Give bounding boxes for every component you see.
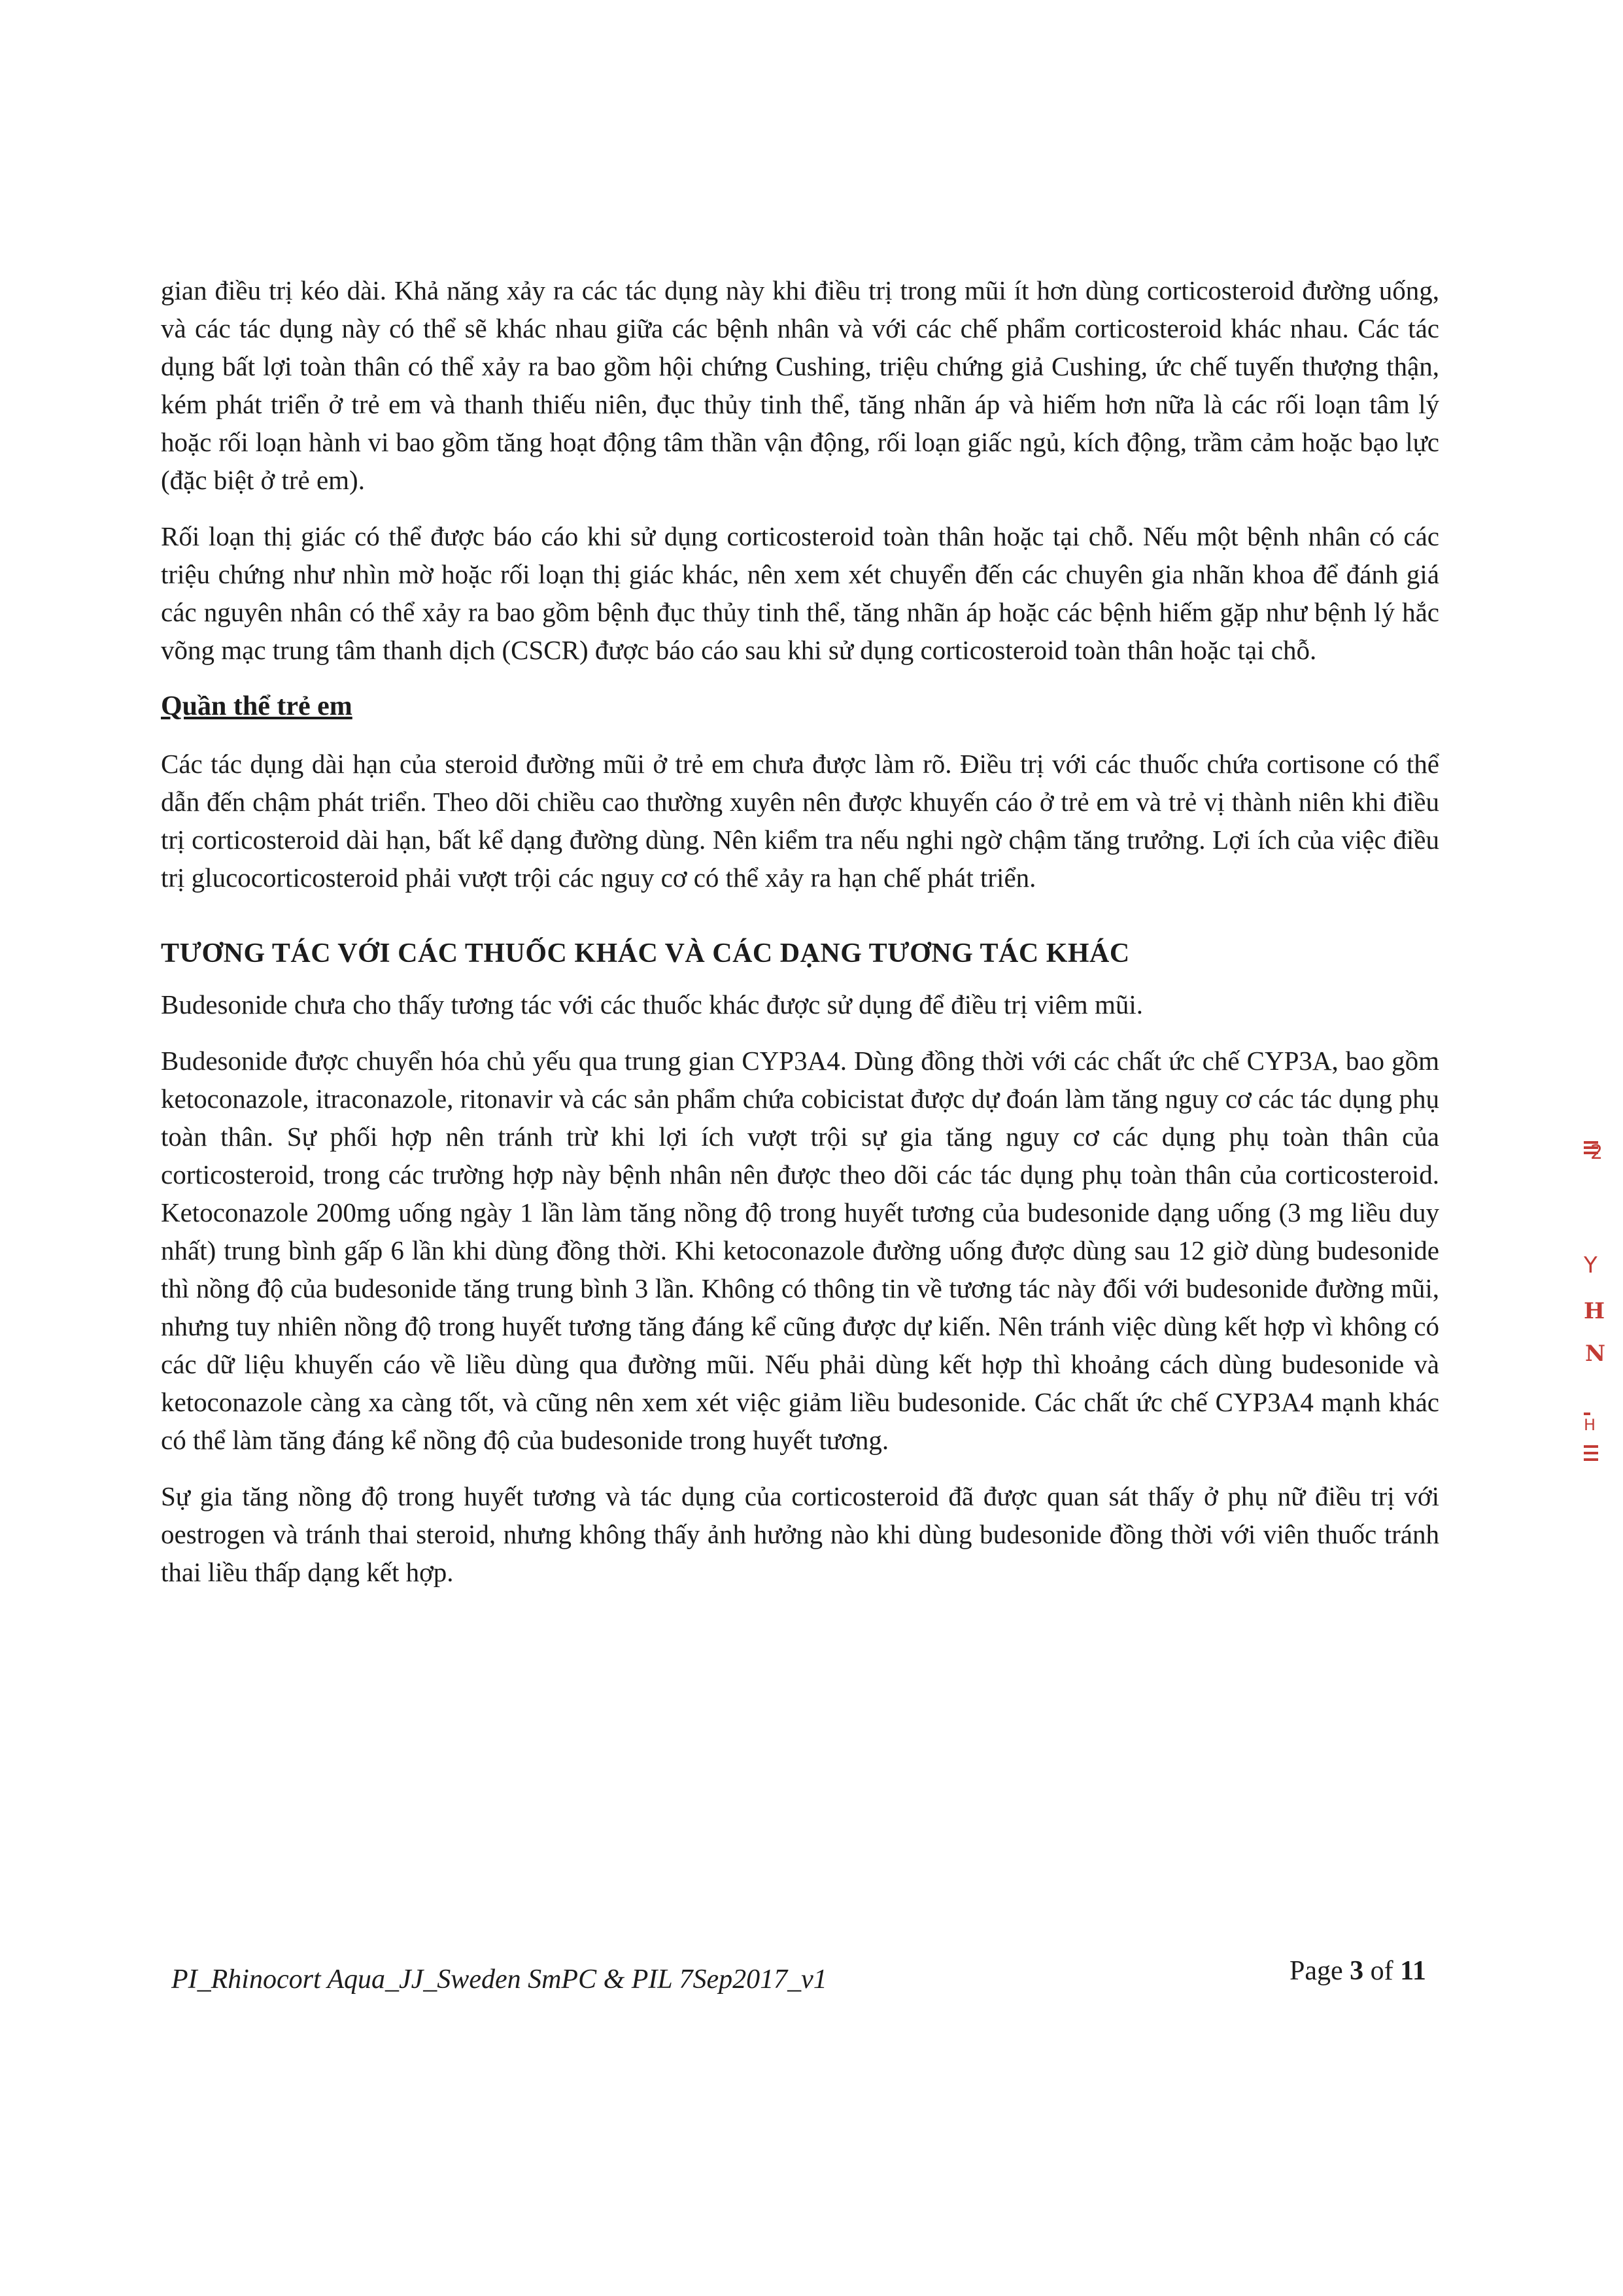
- stamp-glyph: H: [1584, 1298, 1605, 1324]
- page-body: [161, 271, 1439, 1609]
- document-reference: PI_Rhinocort Aqua_JJ_Sweden SmPC & PIL 7Sep2017_v1: [171, 1964, 827, 1995]
- paragraph-pediatric: Các tác dụng dài hạn của steroid đường mũi ở trẻ em chưa được làm rõ. Điều trị với các thuốc chứa cortisone có thể dẫn đến chậm phát triển. Theo dõi chiều cao thường xuyên nên được khuyến cáo ở trẻ em và trẻ vị thành niên khi điều trị corticosteroid dài hạn, bất kể dạng đường dùng. Nên kiểm tra nếu nghi ngờ chậm tăng trưởng. Lợi ích của việc điều trị glucocorticosteroid phải vượt trội các nguy cơ có thể xảy ra hạn chế phát triển.: [161, 749, 1439, 893]
- subheading-pediatric-population: Quần thể trẻ em: [161, 691, 352, 721]
- paragraph-interaction-cyp3a4: Budesonide được chuyển hóa chủ yếu qua trung gian CYP3A4. Dùng đồng thời với các chất ức chế CYP3A, bao gồm ketoconazole, itraconazole, ritonavir và các sản phẩm chứa cobicistat được dự đoán làm tăng nguy cơ các tác dụng phụ toàn thân. Sự phối hợp nên tránh trừ khi lợi ích vượt trội sự gia tăng nguy cơ các dụng phụ toàn thân của corticosteroid, trong các trường hợp này bệnh nhân nên được theo dõi các tác dụng phụ toàn thân của corticosteroid. Ketoconazole 200mg uống ngày 1 lần làm tăng nồng độ trong huyết tương của budesonide dạng uống (3 mg liều duy nhất) trung bình gấp 6 lần khi dùng đồng thời. Khi ketoconazole đường uống được dùng sau 12 giờ dùng budesonide thì nồng độ của budesonide tăng trung bình 3 lần. Không có thông tin về tương tác này đối với budesonide đường mũi, nhưng tuy nhiên nồng độ trong huyết tương tăng đáng kể cũng được dự kiến. Nên tránh việc dùng kết hợp vì không có các dữ liệu khuyến cáo về liều dùng qua đường mũi. Nếu phải dùng kết hợp thì khoảng cách dùng budesonide và ketoconazole càng xa càng tốt, và cũng nên xem xét việc giảm liều budesonide. Các chất ức chế CYP3A4 mạnh khác có thể làm tăng đáng kể nồng độ của budesonide trong huyết tương.: [161, 1046, 1439, 1455]
- page-of-label: of: [1370, 1956, 1393, 1986]
- paragraph-visual-disturbance: Rối loạn thị giác có thể được báo cáo khi sử dụng corticosteroid toàn thân hoặc tại chỗ. Nếu một bệnh nhân có các triệu chứng như nhìn mờ hoặc rối loạn thị giác khác, nên xem xét chuyển đến các chuyên gia nhãn khoa để đánh giá các nguyên nhân có thể xảy ra bao gồm bệnh đục thủy tinh thể, tăng nhãn áp hoặc các bệnh hiếm gặp như bệnh lý hắc võng mạc trung tâm thanh dịch (CSCR) được báo cáo sau khi sử dụng corticosteroid toàn thân hoặc tại chỗ.: [161, 521, 1439, 665]
- stamp-glyph: Y: [1584, 1252, 1597, 1278]
- paragraph-systemic-effects: gian điều trị kéo dài. Khả năng xảy ra các tác dụng này khi điều trị trong mũi ít hơn dùng corticosteroid đường uống, và các tác dụng này có thể sẽ khác nhau giữa các bệnh nhân và với các chế phẩm corticosteroid khác nhau. Các tác dụng bất lợi toàn thân có thể xảy ra bao gồm hội chứng Cushing, triệu chứng giả Cushing, ức chế tuyến thượng thận, kém phát triển ở trẻ em và thanh thiếu niên, đục thủy tinh thể, tăng nhãn áp và hiếm hơn nữa là các rối loạn tâm lý hoặc rối loạn hành vi bao gồm tăng hoạt động tâm thần vận động, rối loạn giấc ngủ, kích động, trầm cảm hoặc bạo lực (đặc biệt ở trẻ em).: [161, 275, 1439, 495]
- current-page-number: 3: [1350, 1956, 1364, 1986]
- stamp-glyph: H: [1584, 1416, 1596, 1434]
- section-heading-interactions: TƯƠNG TÁC VỚI CÁC THUỐC KHÁC VÀ CÁC DẠNG TƯƠNG TÁC KHÁC: [161, 938, 1130, 968]
- paragraph-interaction-rhinitis: Budesonide chưa cho thấy tương tác với các thuốc khác được sử dụng để điều trị viêm mũi.: [161, 989, 1143, 1019]
- page-label: Page: [1290, 1956, 1343, 1986]
- page-number-indicator: [1290, 1955, 1426, 1987]
- paragraph-interaction-oestrogen: Sự gia tăng nồng độ trong huyết tương và tác dụng của corticosteroid đã được quan sát thấy ở phụ nữ điều trị với oestrogen và tránh thai steroid, nhưng không thấy ảnh hưởng nào khi dùng budesonide đồng thời với viên thuốc tránh thai liều thấp dạng kết hợp.: [161, 1481, 1439, 1587]
- total-pages-number: 11: [1400, 1956, 1426, 1986]
- stamp-glyph: 2: [1590, 1141, 1603, 1164]
- red-stamp-mark: [1581, 1141, 1607, 1520]
- stamp-glyph: N: [1585, 1341, 1606, 1367]
